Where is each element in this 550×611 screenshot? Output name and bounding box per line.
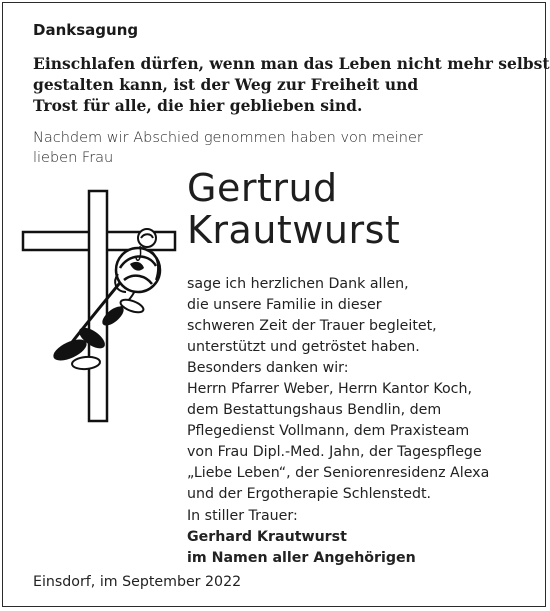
thanks-line: Besonders danken wir: — [187, 360, 349, 376]
thanks-line: Pflegedienst Vollmann, dem Praxisteam — [187, 423, 470, 439]
place-date: Einsdorf, im September 2022 — [33, 574, 242, 590]
cross-with-rose-illustration — [20, 188, 180, 428]
memorial-verse — [33, 53, 550, 116]
signature-name: Gerhard Krautwurst — [187, 529, 347, 545]
signature-intro: In stiller Trauer: — [187, 508, 298, 524]
verse-line: Einschlafen dürfen, wenn man das Leben nicht mehr selbst — [33, 54, 550, 73]
verse-line: Trost für alle, die hier geblieben sind. — [33, 96, 363, 115]
deceased-last-name: Krautwurst — [187, 208, 401, 252]
thank-you-text — [187, 274, 489, 505]
intro-line: Nachdem wir Abschied genommen haben von meiner — [33, 130, 423, 146]
verse-line: gestalten kann, ist der Weg zur Freiheit und — [33, 75, 419, 94]
thanks-line: sage ich herzlichen Dank allen, — [187, 276, 409, 292]
signature-block — [187, 506, 416, 569]
thanks-line: dem Bestattungshaus Bendlin, dem — [187, 402, 442, 418]
notice-heading: Danksagung — [33, 21, 139, 39]
thanks-line: unterstützt und getröstet haben. — [187, 339, 420, 355]
thanks-line: Herrn Pfarrer Weber, Herrn Kantor Koch, — [187, 381, 472, 397]
thanks-line: „Liebe Leben“, der Seniorenresidenz Alexa — [187, 465, 490, 481]
thanks-line: schweren Zeit der Trauer begleitet, — [187, 318, 437, 334]
intro-line: lieben Frau — [33, 150, 114, 166]
deceased-first-name: Gertrud — [187, 166, 338, 210]
cross-icon — [23, 191, 175, 421]
deceased-name — [187, 167, 400, 251]
signature-family: im Namen aller Angehörigen — [187, 550, 416, 566]
thanks-line: von Frau Dipl.-Med. Jahn, der Tagespflege — [187, 444, 482, 460]
intro-text — [33, 128, 423, 168]
thanks-line: und der Ergotherapie Schlenstedt. — [187, 486, 432, 502]
thanks-line: die unsere Familie in dieser — [187, 297, 382, 313]
